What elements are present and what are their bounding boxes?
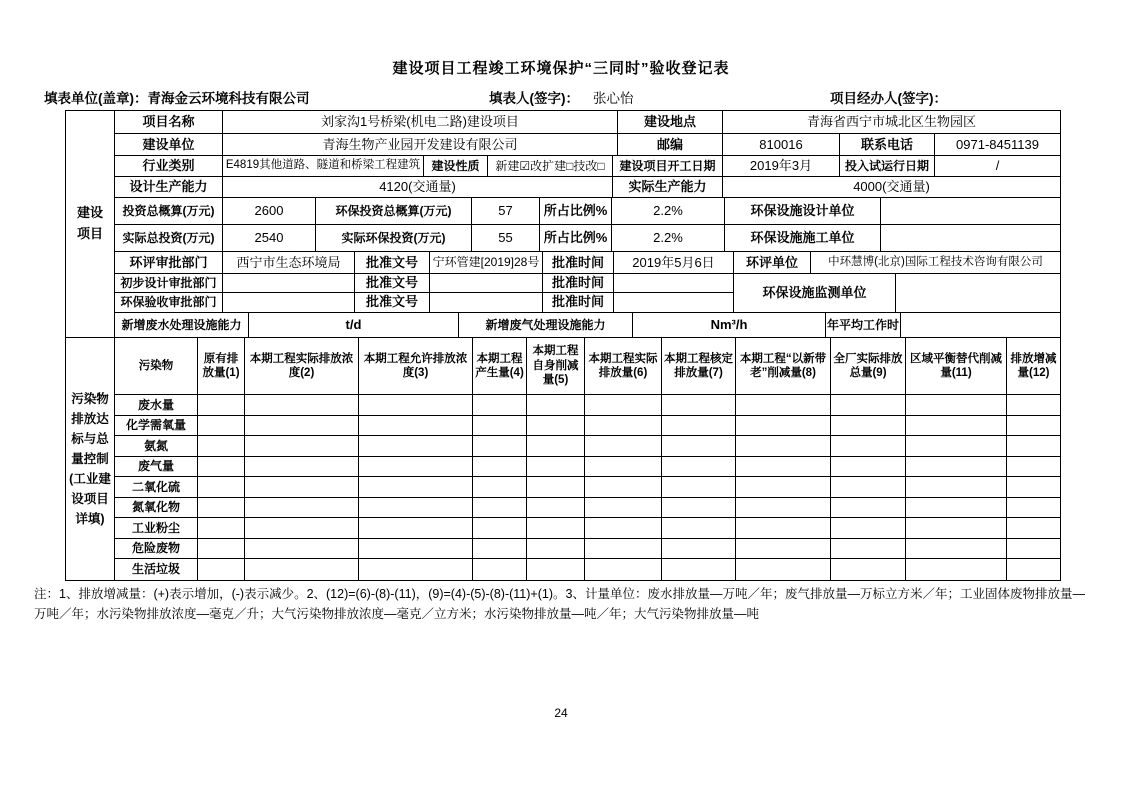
nature-label: 建设性质 [423,156,487,176]
pollutant-column-header: 本期工程实际排放浓度(2) [244,338,358,394]
pollutant-value-cell [526,395,584,415]
pollutant-value-cell [735,477,830,497]
pollutant-value-cell [197,416,244,436]
pollutant-column-header: 本期工程自身削减量(5) [526,338,584,394]
pollutant-column-header: 本期工程实际排放量(6) [584,338,661,394]
construct-unit-value [880,225,1060,251]
prelim-doc-label: 批准文号 [354,274,429,292]
ratio-value: 2.2% [611,198,724,224]
pollutant-value-cell [584,539,661,559]
pollutant-value-cell [584,436,661,456]
pollutant-value-cell [197,559,244,580]
page-number: 24 [554,706,568,720]
pollutant-name: 氨氮 [114,436,197,456]
pollutant-value-cell [358,539,472,559]
pollutant-value-cell [905,416,1006,436]
pollutant-value-cell [197,477,244,497]
pollutant-name: 化学需氧量 [114,416,197,436]
eia-unit-value: 中环慧博(北京)国际工程技术咨询有限公司 [810,252,1060,273]
pollutant-value-cell [244,477,358,497]
eia-unit-label: 环评单位 [733,252,810,273]
pollutant-column-header: 本期工程允许排放浓度(3) [358,338,472,394]
pollutant-value-cell [197,498,244,518]
pollutant-value-cell [830,436,905,456]
row-eia-approval [114,252,1060,274]
pollutant-value-cell [472,539,526,559]
pollutant-value-cell [1006,457,1060,477]
pollutant-row [114,395,1060,416]
row-new-facilities [114,313,1060,337]
location-label: 建设地点 [617,111,722,133]
prelim-dept-label: 初步设计审批部门 [114,274,222,292]
pollutant-value-cell [358,457,472,477]
actual-env-invest-label: 实际环保投资(万元) [315,225,471,251]
pollutant-name: 生活垃圾 [114,559,197,580]
eia-dept-label: 环评审批部门 [114,252,222,273]
project-section [66,111,1060,337]
monitor-unit-value [895,274,1060,312]
trial-date-value: / [934,156,1060,176]
pollutant-row [114,477,1060,498]
design-unit-value [880,198,1060,224]
pollutant-value-cell [735,395,830,415]
wastegas-capacity-value: Nm³/h [632,313,825,337]
env-budget-label: 环保投资总概算(万元) [315,198,471,224]
actual-env-invest-value: 55 [471,225,539,251]
pollutant-section [66,337,1060,580]
budget-label: 投资总概算(万元) [114,198,222,224]
design-capacity-label: 设计生产能力 [114,177,222,197]
pollutant-row [114,498,1060,519]
pollutant-value-cell [358,498,472,518]
pollutant-body [114,338,1060,580]
annual-hours-value [900,313,1060,337]
pollutant-value-cell [661,457,735,477]
pollutant-value-cell [244,539,358,559]
pollutant-value-cell [661,477,735,497]
pollutant-value-cell [830,416,905,436]
design-unit-label: 环保设施设计单位 [724,198,880,224]
pollutant-value-cell [584,477,661,497]
start-date-value: 2019年3月 [722,156,839,176]
pollutant-value-cell [830,498,905,518]
pollutant-value-cell [905,477,1006,497]
start-date-label: 建设项目开工日期 [612,156,722,176]
project-name-label: 项目名称 [114,111,222,133]
pollutant-value-cell [358,477,472,497]
eia-dept-value: 西宁市生态环境局 [222,252,354,273]
pollutant-value-cell [830,559,905,580]
actual-invest-value: 2540 [222,225,315,251]
pollutant-value-cell [358,518,472,538]
industry-value: E4819其他道路、隧道和桥梁工程建筑 [222,156,423,176]
pollutant-row [114,559,1060,580]
pollutant-value-cell [830,457,905,477]
pollutant-value-cell [661,395,735,415]
row-budget [114,198,1060,225]
design-capacity-value: 4120(交通量) [222,177,612,197]
wastegas-capacity-label: 新增废气处理设施能力 [458,313,632,337]
pollutant-section-side-label: 污染物排放达标与总量控制(工业建设项目详填) [69,391,111,526]
row-industry [114,156,1060,177]
pollutant-value-cell [197,436,244,456]
pollutant-header-row [114,338,1060,395]
pollutant-value-cell [830,395,905,415]
pollutant-value-cell [661,436,735,456]
acceptance-time-label: 批准时间 [542,293,613,312]
nature-checkboxes: 新建☑改扩建□技改□ [487,156,612,176]
pollutant-name: 废气量 [114,457,197,477]
prelim-time-value [613,274,733,292]
prelim-dept-value [222,274,354,292]
pollutant-value-cell [472,518,526,538]
pollutant-value-cell [735,518,830,538]
pollutant-value-cell [735,436,830,456]
pollutant-value-cell [197,518,244,538]
eia-doc-value: 宁环管建[2019]28号 [429,252,542,273]
pollutant-value-cell [1006,477,1060,497]
pollutant-column-header: 污染物 [114,338,197,394]
acceptance-doc-label: 批准文号 [354,293,429,312]
form-title: 建设项目工程竣工环境保护“三同时”验收登记表 [392,60,730,77]
pollutant-value-cell [735,457,830,477]
pollutant-value-cell [526,477,584,497]
registration-table [65,110,1061,581]
budget-value: 2600 [222,198,315,224]
fill-person-label: 填表人(签字)： [489,91,579,106]
pollutant-column-header: 本期工程产生量(4) [472,338,526,394]
row-actual-invest [114,225,1060,252]
pollutant-column-header: 本期工程“以新带老”削减量(8) [735,338,830,394]
ratio-label: 所占比例% [539,198,611,224]
pollutant-value-cell [472,498,526,518]
fill-person [489,87,634,107]
pollutant-value-cell [526,518,584,538]
pollutant-value-cell [1006,518,1060,538]
footnote: 注：1、排放增减量：(+)表示增加，(-)表示减少。2、(12)=(6)-(8)-(11)，(9)=(4)-(5)-(8)-(11)+(1)。3、计量单位：废水排放量—万吨／年；废气排放量—万标立方米／年；工业固体废物排放量—万吨／年；水污染物排放浓度—毫克／升；大气污染物排放浓度—毫克／立方米；水污染物排放量—吨／年；大气污染物排放量—吨 [34,587,1085,622]
monitor-unit-label: 环保设施监测单位 [733,274,895,312]
trial-date-label: 投入试运行日期 [839,156,934,176]
wastewater-capacity-value: t/d [248,313,458,337]
pollutant-value-cell [244,498,358,518]
row-acceptance [114,293,733,312]
wastewater-capacity-label: 新增废水处理设施能力 [114,313,248,337]
actual-capacity-label: 实际生产能力 [612,177,722,197]
row-build-unit [114,134,1060,156]
pollutant-value-cell [244,395,358,415]
pollutant-column-header: 原有排放量(1) [197,338,244,394]
zip-value: 810016 [722,134,839,155]
fill-unit-label [44,87,310,107]
pollutant-value-cell [526,498,584,518]
pollutant-value-cell [472,559,526,580]
pollutant-value-cell [526,539,584,559]
pollutant-value-cell [661,539,735,559]
pollutant-value-cell [197,457,244,477]
pollutant-value-cell [526,436,584,456]
prelim-doc-value [429,274,542,292]
pollutant-value-cell [472,416,526,436]
pollutant-value-cell [661,416,735,436]
pollutant-value-cell [584,457,661,477]
zip-label: 邮编 [617,134,722,155]
pollutant-name: 工业粉尘 [114,518,197,538]
actual-capacity-value: 4000(交通量) [722,177,1060,197]
pollutant-value-cell [244,457,358,477]
pollutant-value-cell [905,498,1006,518]
pollutant-value-cell [244,559,358,580]
row-other-approvals [114,274,1060,313]
acceptance-doc-value [429,293,542,312]
pollutant-row [114,457,1060,478]
acceptance-dept-label: 环保验收审批部门 [114,293,222,312]
pollutant-value-cell [830,539,905,559]
pollutant-name: 废水量 [114,395,197,415]
pollutant-value-cell [526,416,584,436]
location-value: 青海省西宁市城北区生物园区 [722,111,1060,133]
pollutant-value-cell [584,395,661,415]
tel-value: 0971-8451139 [934,134,1060,155]
pollutant-value-cell [830,518,905,538]
pollutant-value-cell [905,559,1006,580]
actual-invest-label: 实际总投资(万元) [114,225,222,251]
acceptance-time-value [613,293,733,312]
pollutant-value-cell [735,539,830,559]
pollutant-value-cell [905,436,1006,456]
pollutant-row [114,518,1060,539]
pollutant-value-cell [244,416,358,436]
pollutant-value-cell [472,436,526,456]
pollutant-value-cell [1006,416,1060,436]
pollutant-column-header: 区域平衡替代削减量(11) [905,338,1006,394]
row-capacity [114,177,1060,198]
pollutant-value-cell [584,416,661,436]
pollutant-value-cell [1006,498,1060,518]
eia-time-label: 批准时间 [542,252,613,273]
pollutant-value-cell [735,498,830,518]
pollutant-value-cell [197,539,244,559]
pollutant-name: 二氧化硫 [114,477,197,497]
pollutant-value-cell [472,457,526,477]
pollutant-value-cell [905,539,1006,559]
pollutant-value-cell [526,559,584,580]
project-name-value: 刘家沟1号桥梁(机电二路)建设项目 [222,111,617,133]
project-section-side-label: 建设项目 [76,205,103,241]
pollutant-column-header: 排放增减量(12) [1006,338,1060,394]
pollutant-value-cell [584,498,661,518]
pollutant-value-cell [905,395,1006,415]
build-unit-label: 建设单位 [114,134,222,155]
prelim-time-label: 批准时间 [542,274,613,292]
fill-person-value: 张心怡 [593,91,634,106]
acceptance-dept-value [222,293,354,312]
pollutant-value-cell [1006,436,1060,456]
pollutant-value-cell [197,395,244,415]
build-unit-value: 青海生物产业园开发建设有限公司 [222,134,617,155]
pollutant-value-cell [472,395,526,415]
pollutant-name: 氮氧化物 [114,498,197,518]
pollutant-value-cell [358,416,472,436]
fill-unit-label-text: 填表单位(盖章)： [44,91,148,106]
pollutant-value-cell [358,436,472,456]
pollutant-value-cell [735,416,830,436]
row-prelim-design [114,274,733,293]
pollutant-value-cell [1006,559,1060,580]
pollutant-value-cell [526,457,584,477]
eia-time-value: 2019年5月6日 [613,252,733,273]
annual-hours-label: 年平均工作时 [825,313,900,337]
pollutant-value-cell [661,518,735,538]
pollutant-value-cell [830,477,905,497]
pollutant-column-header: 全厂实际排放总量(9) [830,338,905,394]
pollutant-value-cell [661,559,735,580]
pollutant-column-header: 本期工程核定排放量(7) [661,338,735,394]
pollutant-value-cell [244,436,358,456]
pollutant-value-cell [358,559,472,580]
pollutant-value-cell [584,518,661,538]
pollutant-value-cell [584,559,661,580]
ratio2-value: 2.2% [611,225,724,251]
ratio2-label: 所占比例% [539,225,611,251]
construct-unit-label: 环保设施施工单位 [724,225,880,251]
pollutant-value-cell [735,559,830,580]
row-project-name [114,111,1060,134]
handler-label: 项目经办人(签字)： [830,91,947,106]
pollutant-value-cell [905,457,1006,477]
pollutant-value-cell [1006,539,1060,559]
pollutant-row [114,539,1060,560]
pollutant-value-cell [1006,395,1060,415]
fill-unit-value: 青海金云环境科技有限公司 [147,91,310,106]
pollutant-row [114,416,1060,437]
pollutant-value-cell [244,518,358,538]
pollutant-name: 危险废物 [114,539,197,559]
pollutant-value-cell [358,395,472,415]
pollutant-value-cell [472,477,526,497]
pollutant-value-cell [661,498,735,518]
pollutant-row [114,436,1060,457]
tel-label: 联系电话 [839,134,934,155]
env-budget-value: 57 [471,198,539,224]
industry-label: 行业类别 [114,156,222,176]
eia-doc-label: 批准文号 [354,252,429,273]
pollutant-value-cell [905,518,1006,538]
